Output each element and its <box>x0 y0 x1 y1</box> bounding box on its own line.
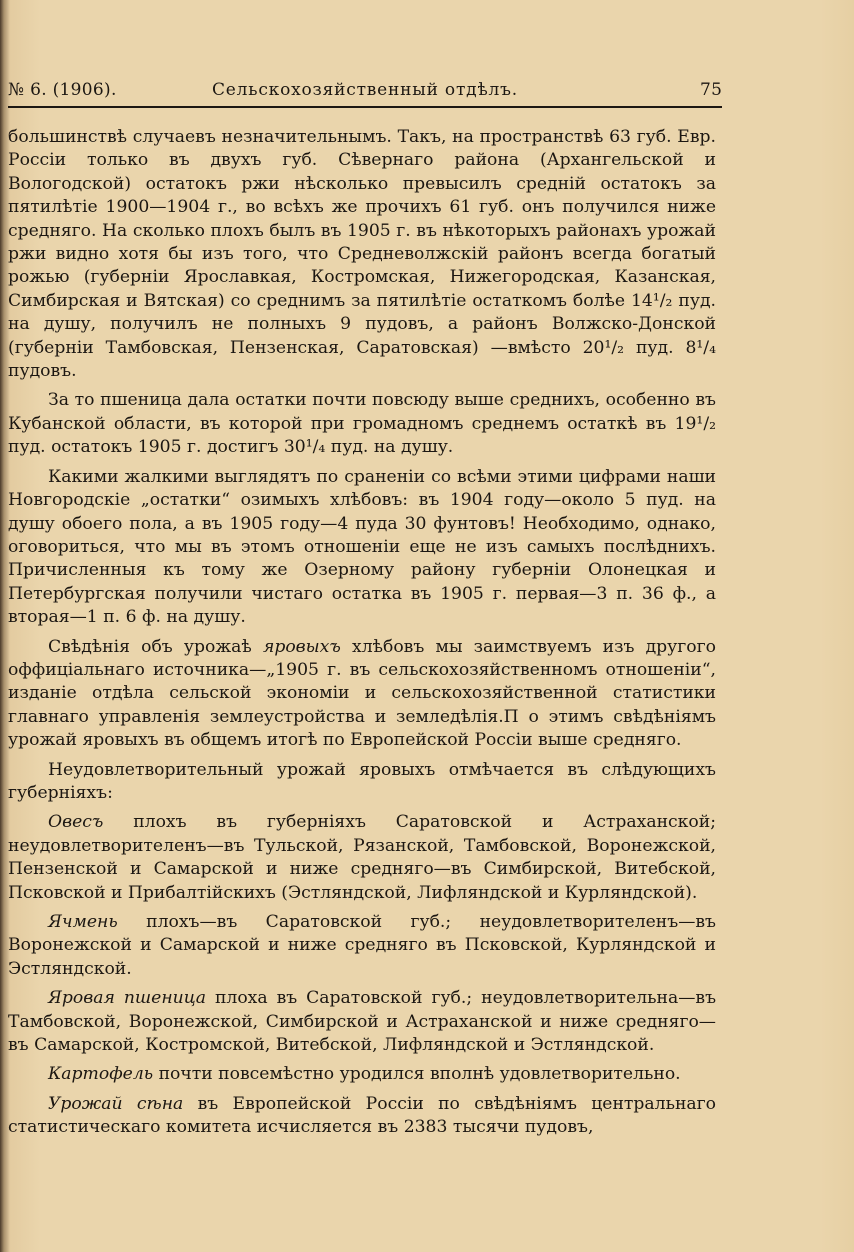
italic-term-hay: Урожай сѣна <box>48 1093 184 1114</box>
paragraph-wheat: За то пшеница дала остатки почти повсюду выше среднихъ, особенно въ Кубанской области, въ которой при громадномъ среднемъ остаткѣ въ 19¹/₂ пуд. остатокъ 1905 г. достигъ 30¹/₄ пуд. на душу. <box>8 390 716 458</box>
italic-term-barley: Ячмень <box>48 912 118 932</box>
body-text <box>8 126 716 1146</box>
paragraph-spring-wheat-text: плоха въ Саратовской губ.; неудовлетворительна—въ Тамбовской, Воронежской, Симбирской и Астраханской и ниже средняго—въ Самарской, Костромской, Витебской, Лифляндской и Эстляндской. <box>8 988 717 1056</box>
paragraph-hay <box>8 1093 716 1140</box>
paragraph-oats-text: плохъ въ губерніяхъ Саратовской и Астраханской; неудовлетворителенъ—въ Тульской, Рязанской, Тамбовской, Воронежской, Пензенской и Самарской и ниже средняго—въ Симбирской, Витебской, Псковской и Прибалтійскихъ (Эстляндской, Лифляндской и Курляндской). <box>8 812 716 903</box>
paragraph-barley <box>8 911 716 981</box>
paragraph-potato-text: почти повсемѣстно уродился вполнѣ удовлетворительно. <box>153 1064 681 1085</box>
header-rule <box>8 106 722 108</box>
running-header <box>8 80 722 106</box>
paragraph-rye-harvest: большинствѣ случаевъ незначительнымъ. Такъ, на пространствѣ 63 губ. Евр. Россіи только въ двухъ губ. Сѣвернаго района (Архангельской и Вологодской) остатокъ ржи нѣсколько превысилъ средній остатокъ за пятилѣтіе 1900—1904 г., во всѣхъ же прочихъ 61 губ. онъ получился ниже средняго. На сколько плохъ былъ въ 1905 г. въ нѣкоторыхъ районахъ урожай ржи видно хотя бы изъ того, что Средневолжскій районъ всегда богатый рожью (губерніи Ярославкая, Костромская, Нижегородская, Казанская, Симбирская и Вятская) со среднимъ за пятилѣтіе остаткомъ болѣе 14¹/₂ пуд. на душу, получилъ не полныхъ 9 пудовъ, а районъ Волжско-Донской (губерніи Тамбовская, Пензенская, Саратовская) —вмѣсто 20¹/₂ пуд. 8¹/₄ пудовъ. <box>8 127 716 382</box>
paragraph-oats <box>8 811 716 905</box>
paragraph-spring-wheat <box>8 987 716 1057</box>
italic-term-oats: Овесъ <box>48 812 104 833</box>
issue-number: № 6. (1906). <box>8 80 117 100</box>
paragraph-unsatisfactory-intro: Неудовлетворительный урожай яровыхъ отмѣчается въ слѣдующихъ губерніяхъ: <box>8 759 716 803</box>
paragraph-barley-text: плохъ—въ Саратовской губ.; неудовлетворителенъ—въ Воронежской и Самарской и ниже средняго въ Псковской, Курляндской и Эстляндской. <box>8 912 716 979</box>
paragraph-body-text: хлѣбовъ мы заимствуемъ изъ другого оффиціальнаго источника—„1905 г. въ сельскохозяйственномъ отношеніи“, изданіе отдѣла сельской экономіи и сельскохозяйственной статистики главнаго управленія землеустройства и земледѣлія.П о этимъ свѣдѣніямъ урожай яровыхъ въ общемъ итогѣ по Европейской Россіи выше средняго. <box>8 636 717 751</box>
section-title: Сельскохозяйственный отдѣлъ. <box>212 80 518 100</box>
page-number: 75 <box>700 80 723 100</box>
paragraph-hay-text: въ Европейской Россіи по свѣдѣніямъ центральнаго статистическаго комитета исчисляется въ 2383 тысячи пудовъ, <box>8 1093 716 1138</box>
italic-term-spring-wheat: Яровая пшеница <box>48 988 206 1009</box>
italic-term-potato: Картофель <box>48 1064 154 1085</box>
italic-term-spring: яровыхъ <box>262 636 341 657</box>
paragraph-spring-crops-source <box>8 636 716 753</box>
paragraph-novgorod: Какими жалкими выглядятъ по сраненіи со всѣми этими цифрами наши Новгородскіе „остатки“ озимыхъ хлѣбовъ: въ 1904 году—около 5 пуд. на душу обоего пола, а въ 1905 году—4 пуда 30 фунтовъ! Необходимо, однако, оговориться, что мы въ этомъ отношеніи еще не изъ самыхъ послѣднихъ. Причисленныя къ тому же Озерному району губерніи Олонецкая и Петербургская получили чистаго остатка въ 1905 г. первая—3 п. 36 ф., а вторая—1 п. 6 ф. на душу. <box>8 466 716 628</box>
paragraph-lead-text: Свѣдѣнія объ урожаѣ <box>48 636 263 657</box>
paragraph-potato <box>8 1063 716 1086</box>
